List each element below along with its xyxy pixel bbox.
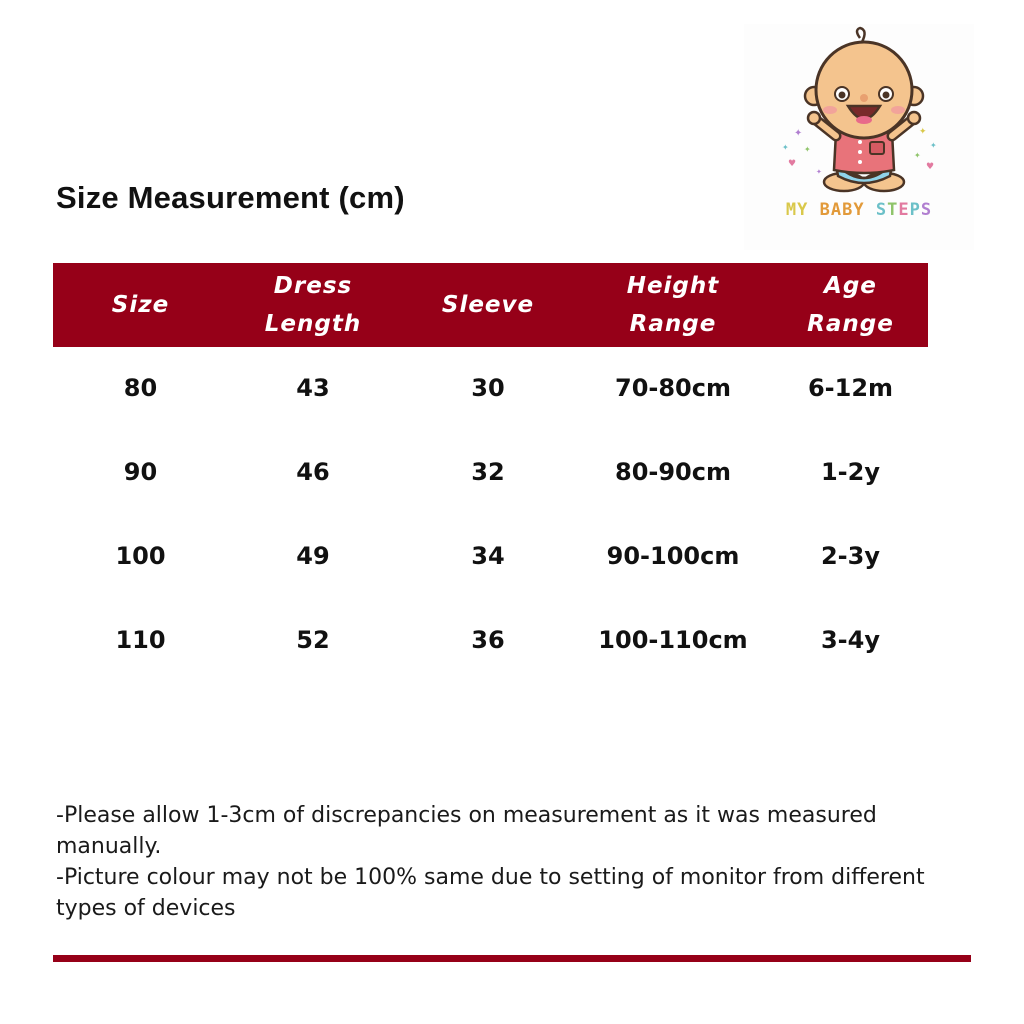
- cell-height-range: 80-90cm: [615, 458, 731, 486]
- brand-letter: T: [887, 200, 899, 220]
- bottom-divider: [53, 955, 971, 962]
- brand-letter: S: [875, 200, 888, 220]
- cell-size: 90: [123, 458, 158, 486]
- table-row: [53, 368, 928, 408]
- brand-letter: A: [830, 200, 843, 220]
- cell-age-range: 2-3y: [820, 542, 880, 570]
- brand-letter: Y: [853, 200, 865, 220]
- svg-text:✦: ✦: [919, 127, 927, 137]
- brand-letter: P: [909, 200, 921, 220]
- cell-sleeve: 36: [471, 626, 505, 654]
- cell-dress-length: 46: [296, 458, 330, 486]
- table-row: [53, 620, 928, 660]
- cell-age-range: 6-12m: [807, 374, 894, 402]
- cell-sleeve: 34: [471, 542, 505, 570]
- header-sleeve: Sleeve: [441, 292, 535, 318]
- svg-text:✦: ✦: [794, 128, 803, 139]
- brand-name: [744, 200, 974, 220]
- brand-letter: M: [785, 200, 798, 220]
- brand-letter: E: [898, 200, 910, 220]
- svg-text:✦: ✦: [914, 151, 921, 160]
- cell-height-range: 70-80cm: [615, 374, 731, 402]
- svg-text:✦: ✦: [804, 145, 811, 154]
- header-age-range: Age Range: [807, 273, 894, 337]
- brand-letter: Y: [797, 200, 809, 220]
- cell-height-range: 90-100cm: [606, 542, 740, 570]
- cell-dress-length: 49: [296, 542, 330, 570]
- cell-height-range: 100-110cm: [598, 626, 748, 654]
- brand-letter: B: [842, 200, 854, 220]
- header-height-range: Height Range: [626, 273, 720, 337]
- cell-dress-length: 52: [296, 626, 330, 654]
- cell-age-range: 3-4y: [820, 626, 880, 654]
- note-discrepancy: -Please allow 1-3cm of discrepancies on measurement as it was measured manually.: [56, 803, 877, 859]
- brand-logo: [744, 24, 974, 250]
- cell-dress-length: 43: [296, 374, 330, 402]
- cell-sleeve: 30: [471, 374, 505, 402]
- baby-illustration-icon: [744, 24, 974, 200]
- cell-age-range: 1-2y: [820, 458, 880, 486]
- notes: [56, 800, 956, 924]
- table-row: [53, 536, 928, 576]
- brand-letter: [808, 200, 819, 220]
- table-header: [53, 263, 928, 347]
- brand-letter: [865, 200, 876, 220]
- header-dress-length: Dress Length: [264, 273, 362, 337]
- svg-text:✦: ✦: [782, 143, 789, 152]
- header-size: Size: [111, 292, 170, 318]
- cell-size: 80: [123, 374, 158, 402]
- svg-text:✦: ✦: [930, 141, 937, 150]
- page-title: Size Measurement (cm): [56, 180, 405, 215]
- svg-text:✦: ✦: [816, 168, 822, 176]
- cell-size: 110: [115, 626, 166, 654]
- note-colour: -Picture colour may not be 100% same due to setting of monitor from different types of devices: [56, 865, 925, 921]
- table-row: [53, 452, 928, 492]
- brand-letter: B: [819, 200, 831, 220]
- svg-text:♥: ♥: [788, 159, 797, 169]
- cell-sleeve: 32: [471, 458, 505, 486]
- brand-letter: S: [920, 200, 933, 220]
- svg-text:♥: ♥: [926, 162, 935, 172]
- cell-size: 100: [115, 542, 166, 570]
